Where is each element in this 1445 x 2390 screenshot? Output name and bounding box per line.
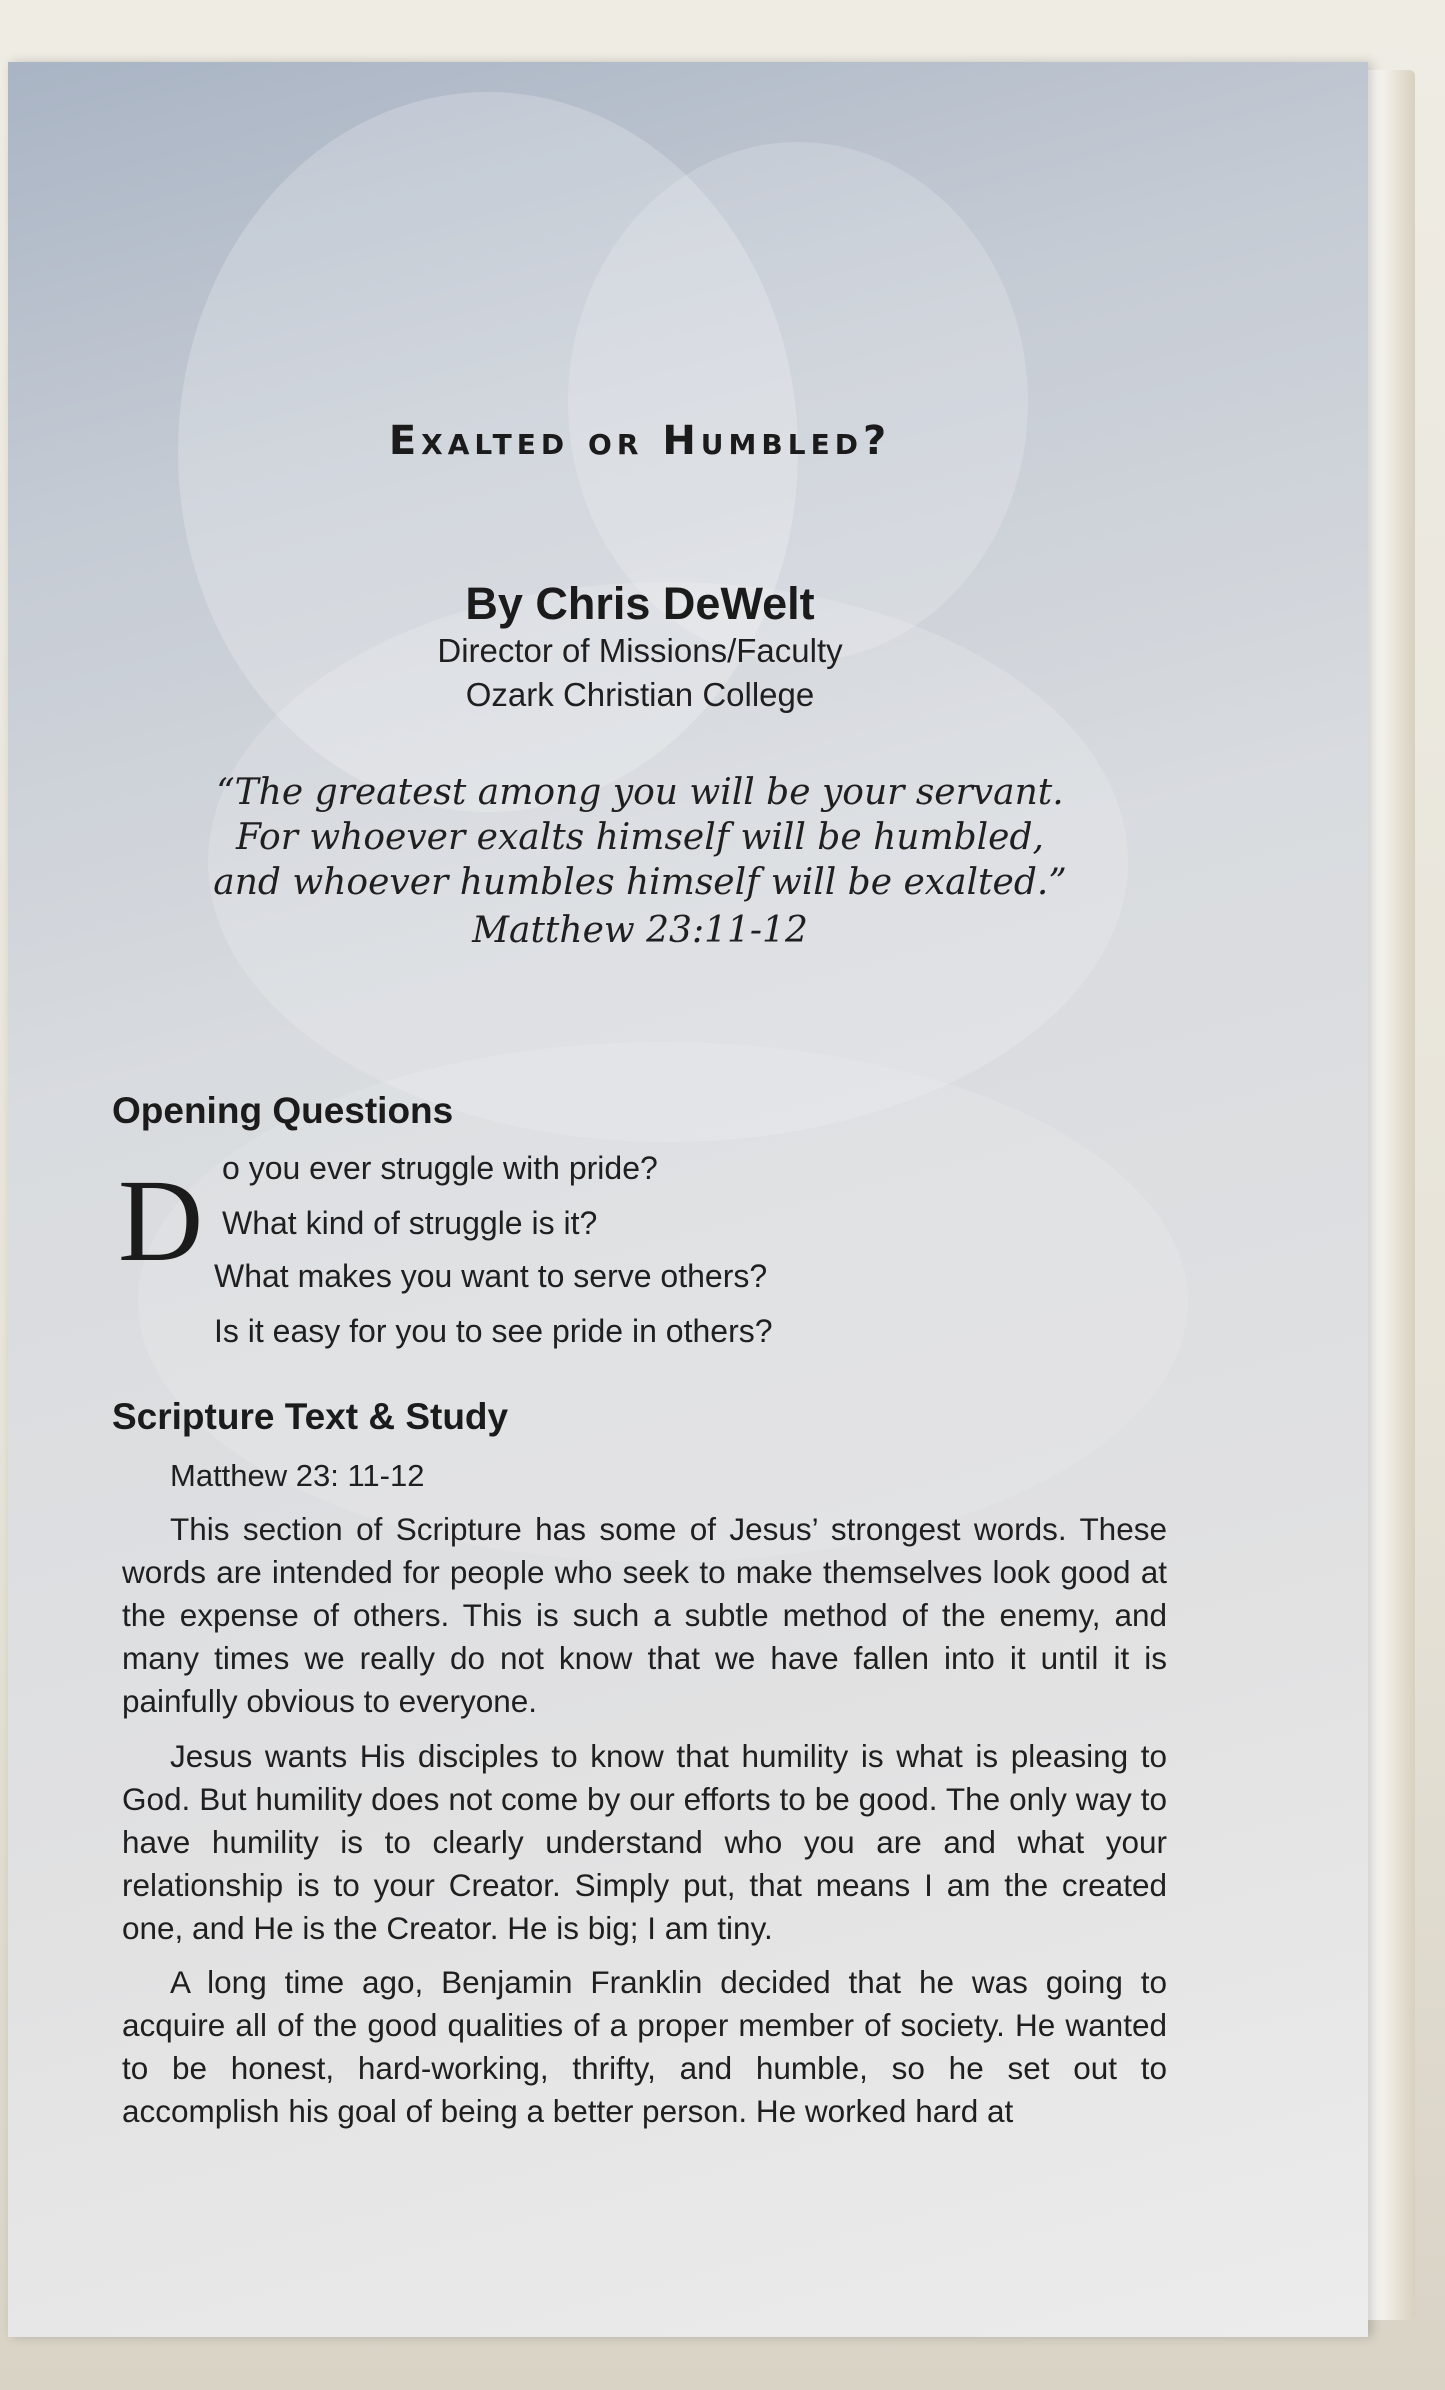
body-paragraph: This section of Scripture has some of Jesus’ strongest words. These words are intended for people who seek to make themselves look good at the expense of others. This is such a subtle method of the enemy, and many times we really do not know that we have fallen into it until it is painfully obvious to everyone.: [122, 1511, 1167, 1719]
body-paragraph: Jesus wants His disciples to know that humility is what is pleasing to God. But humility does not come by our efforts to be good. The only way to have humility is to clearly understand who you are and what your relationship is to your Creator. Simply put, that means I am the created one, and He is the Creator. He is big; I am tiny.: [122, 1738, 1167, 1946]
epigraph-line: “The greatest among you will be your servant.: [216, 772, 1064, 813]
epigraph-line: and whoever humbles himself will be exalted.”: [213, 862, 1067, 903]
article-title: Exalted or Humbled?: [388, 418, 892, 464]
opening-question: Is it easy for you to see pride in others?: [214, 1313, 773, 1349]
opening-question: o you ever struggle with pride?: [222, 1150, 658, 1186]
epigraph-line: For whoever exalts himself will be humbled,: [236, 817, 1044, 858]
opening-question: What makes you want to serve others?: [214, 1258, 768, 1294]
author-affiliation-title: Director of Missions/Faculty: [437, 632, 843, 669]
epigraph-citation: Matthew 23:11-12: [472, 910, 808, 951]
author-affiliation-institution: Ozark Christian College: [465, 676, 815, 713]
section-heading-scripture-study: Scripture Text & Study: [112, 1396, 509, 1437]
author-byline: By Chris DeWelt: [465, 578, 815, 629]
body-paragraph: A long time ago, Benjamin Franklin decided that he was going to acquire all of the good qualities of a proper member of society. He wanted to be honest, hard-working, thrifty, and humble, so he set out to accomplish his goal of being a better person. He worked hard at: [122, 1964, 1167, 2129]
scripture-reference: Matthew 23: 11-12: [170, 1458, 425, 1493]
book-page-edges: [1360, 70, 1415, 2320]
opening-question: What kind of struggle is it?: [222, 1205, 598, 1241]
section-heading-opening-questions: Opening Questions: [112, 1090, 454, 1131]
drop-cap: D: [118, 1155, 204, 1286]
